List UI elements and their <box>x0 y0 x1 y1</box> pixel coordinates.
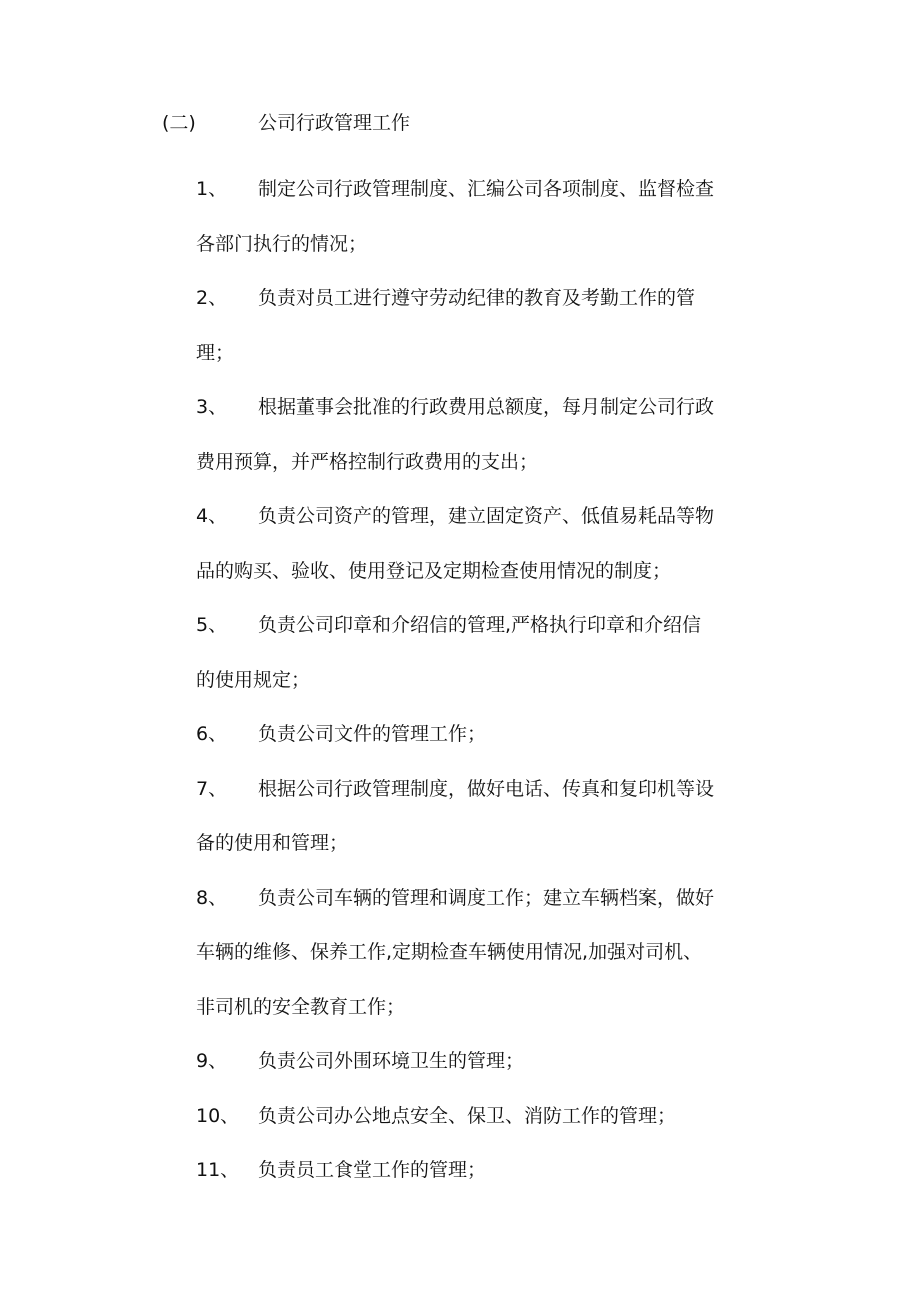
list-item <box>196 489 756 598</box>
item-number: 10、 <box>196 1104 240 1127</box>
item-number: 5、 <box>196 614 228 636</box>
section-title: 公司行政管理工作 <box>258 112 411 134</box>
item-line: 负责公司外围环境卫生的管理； <box>258 1050 525 1072</box>
item-line: 负责公司办公地点安全、保卫、消防工作的管理； <box>258 1104 677 1127</box>
section-number: (二) <box>162 112 196 134</box>
item-text <box>258 1034 756 1089</box>
item-text <box>196 871 756 1035</box>
list-item <box>196 380 756 489</box>
item-line: 负责公司文件的管理工作； <box>258 723 487 745</box>
item-text <box>258 1089 756 1144</box>
item-line: 负责公司印章和介绍信的管理,严格执行印章和介绍信 <box>258 614 702 636</box>
item-text <box>196 598 756 707</box>
item-text <box>196 162 756 271</box>
duty-list <box>196 162 756 1198</box>
item-line: 根据公司行政管理制度，做好电话、传真和复印机等设 <box>258 777 715 800</box>
item-line: 各部门执行的情况； <box>196 232 368 255</box>
item-line: 非司机的安全教育工作； <box>196 995 406 1018</box>
item-line: 费用预算，并严格控制行政费用的支出； <box>196 450 539 473</box>
item-text <box>196 489 756 598</box>
item-text <box>196 271 756 380</box>
item-number: 9、 <box>196 1050 228 1072</box>
item-line: 理； <box>196 341 235 364</box>
item-text <box>258 707 756 762</box>
item-text <box>196 762 756 871</box>
item-number: 2、 <box>196 287 228 309</box>
item-number: 8、 <box>196 886 228 909</box>
item-line: 负责公司资产的管理，建立固定资产、低值易耗品等物 <box>258 505 715 527</box>
item-line: 负责员工食堂工作的管理； <box>258 1159 487 1181</box>
list-item <box>196 1143 756 1198</box>
item-number: 6、 <box>196 723 228 745</box>
list-item <box>196 1089 756 1144</box>
item-number: 1、 <box>196 178 228 200</box>
list-item <box>196 1034 756 1089</box>
list-item <box>196 271 756 380</box>
item-number: 7、 <box>196 777 228 800</box>
item-number: 3、 <box>196 396 228 418</box>
list-item <box>196 762 756 871</box>
item-line: 根据董事会批准的行政费用总额度，每月制定公司行政 <box>258 396 715 418</box>
item-line: 负责公司车辆的管理和调度工作；建立车辆档案，做好 <box>258 886 715 909</box>
item-number: 11、 <box>196 1159 240 1181</box>
item-line: 品的购买、验收、使用登记及定期检查使用情况的制度； <box>196 559 672 582</box>
section-heading <box>162 108 410 138</box>
item-text <box>258 1143 756 1198</box>
item-line: 制定公司行政管理制度、汇编公司各项制度、监督检查 <box>258 178 715 200</box>
item-line: 负责对员工进行遵守劳动纪律的教育及考勤工作的管 <box>258 287 696 309</box>
list-item <box>196 598 756 707</box>
item-line: 车辆的维修、保养工作,定期检查车辆使用情况,加强对司机、 <box>196 941 703 963</box>
list-item <box>196 871 756 1035</box>
item-number: 4、 <box>196 505 228 527</box>
list-item <box>196 707 756 762</box>
item-line: 备的使用和管理； <box>196 832 349 854</box>
item-text <box>196 380 756 489</box>
list-item <box>196 162 756 271</box>
item-line: 的使用规定； <box>196 668 311 691</box>
